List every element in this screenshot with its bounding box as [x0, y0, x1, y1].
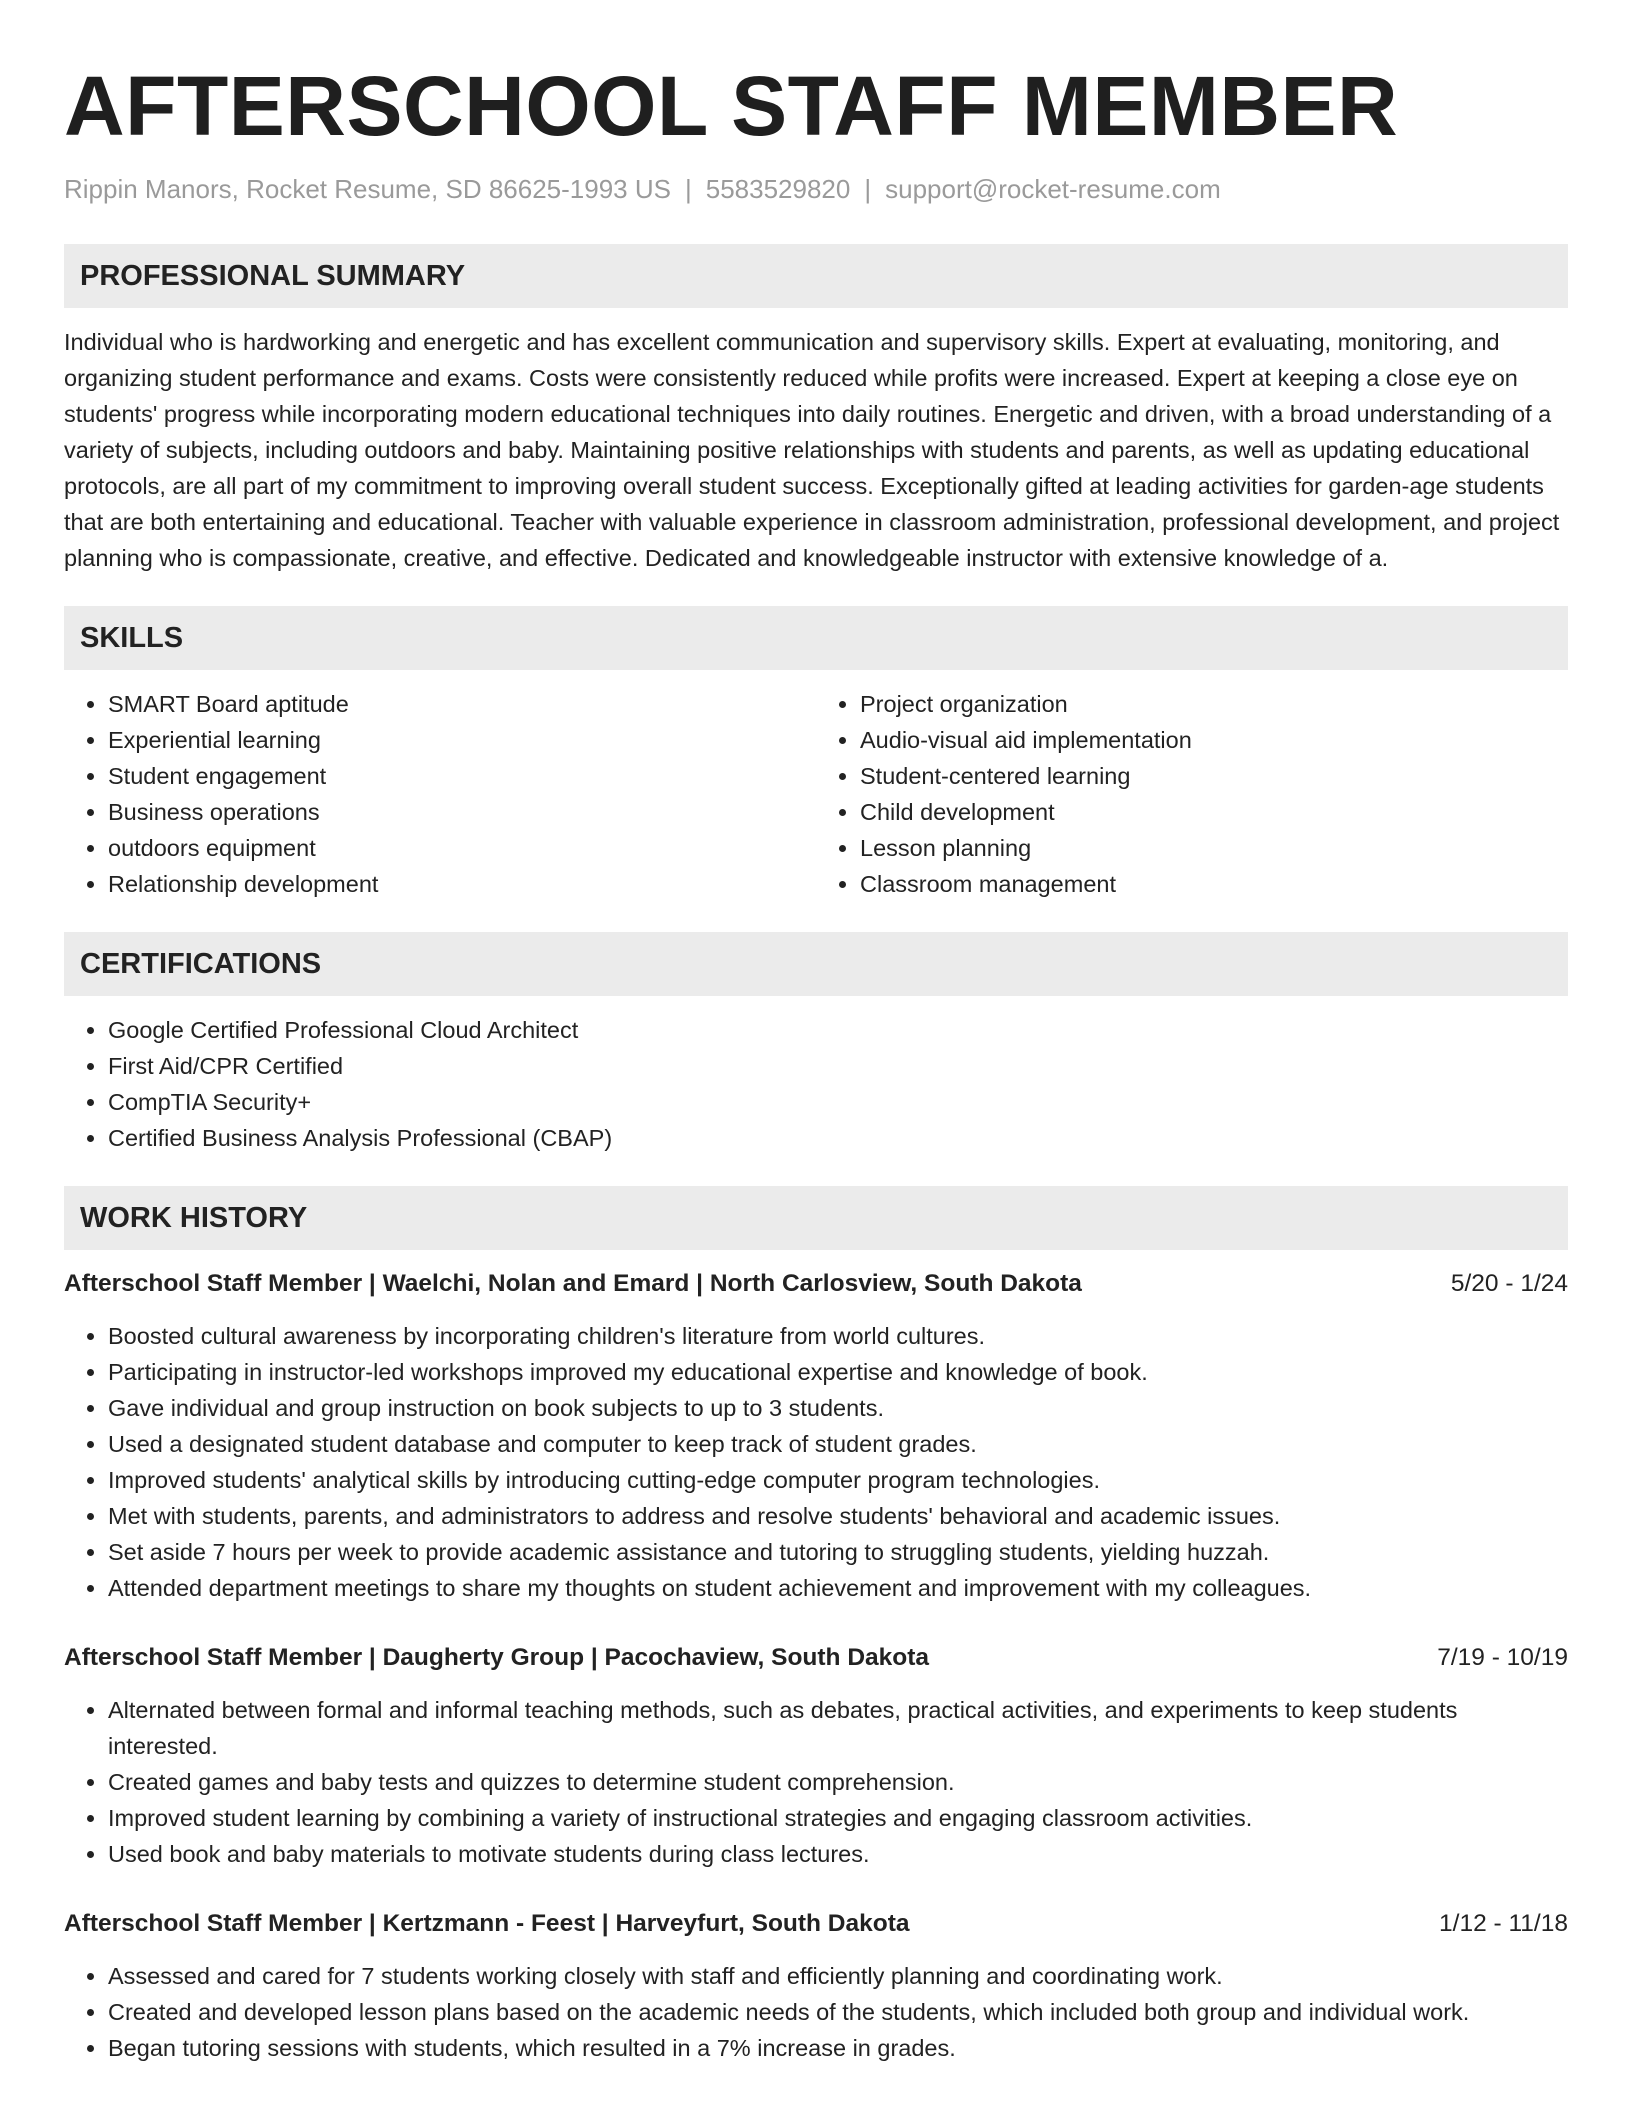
contact-address: Rippin Manors, Rocket Resume, SD 86625-1993 US	[64, 174, 671, 204]
job-dates: 7/19 - 10/19	[1437, 1644, 1568, 1671]
skill-item: • SMART Board aptitude	[108, 686, 816, 722]
skill-item: • Student-centered learning	[860, 758, 1568, 794]
job-bullet: • Met with students, parents, and administrators to address and resolve students' behavioral and academic issues.	[108, 1498, 1568, 1534]
job-dates: 5/20 - 1/24	[1450, 1270, 1568, 1297]
contact-phone: 5583529820	[705, 174, 851, 204]
job-bullet: • Improved students' analytical skills by introducing cutting-edge computer program technologies.	[108, 1462, 1568, 1498]
skill-item: • Relationship development	[108, 866, 816, 902]
job-title: Afterschool Staff Member | Waelchi, Nolan and Emard | North Carlosview, South Dakota	[64, 1270, 1082, 1297]
skill-item: • outdoors equipment	[108, 830, 816, 866]
job-bullet: • Used a designated student database and computer to keep track of student grades.	[108, 1426, 1568, 1462]
job-bullet: • Boosted cultural awareness by incorporating children's literature from world cultures.	[108, 1318, 1568, 1354]
certifications-list	[64, 1012, 1568, 1156]
job-title: Afterschool Staff Member | Daugherty Group | Pacochaview, South Dakota	[64, 1644, 930, 1671]
summary-text: Individual who is hardworking and energetic and has excellent communication and supervisory skills. Expert at evaluating, monitoring, and organizing student performance and exams. Costs were consistently reduced while profits were increased. Expert at keeping a close eye on students' progress while incorporating modern educational techniques into daily routines. Energetic and driven, with a broad understanding of a variety of subjects, including outdoors and baby. Maintaining positive relationships with students and parents, as well as updating educational protocols, are all part of my commitment to improving overall student success. Exceptionally gifted at leading activities for garden-age students that are both entertaining and educational. Teacher with valuable experience in classroom administration, professional development, and project planning who is compassionate, creative, and effective. Dedicated and knowledgeable instructor with extensive knowledge of a.	[64, 329, 1560, 571]
section-heading-work-history: WORK HISTORY	[64, 1186, 1568, 1250]
certification-item: • Google Certified Professional Cloud Architect	[108, 1012, 1568, 1048]
skill-item: • Child development	[860, 794, 1568, 830]
job-title: Afterschool Staff Member | Kertzmann - Feest | Harveyfurt, South Dakota	[64, 1910, 910, 1937]
contact-separator: |	[684, 174, 692, 204]
job-dates: 1/12 - 11/18	[1439, 1910, 1568, 1937]
job-entry	[64, 1640, 1568, 1872]
job-header	[64, 1266, 1568, 1302]
job-bullet: • Assessed and cared for 7 students working closely with staff and efficiently planning and coordinating work.	[108, 1958, 1568, 1994]
job-entry	[64, 1906, 1568, 2066]
certification-item: • CompTIA Security+	[108, 1084, 1568, 1120]
skill-item: • Student engagement	[108, 758, 816, 794]
job-bullet: • Set aside 7 hours per week to provide academic assistance and tutoring to struggling students, yielding huzzah.	[108, 1534, 1568, 1570]
skill-item: • Project organization	[860, 686, 1568, 722]
contact-email: support@rocket-resume.com	[885, 174, 1221, 204]
skill-item: • Audio-visual aid implementation	[860, 722, 1568, 758]
skills-columns	[64, 686, 1568, 902]
skill-item: • Experiential learning	[108, 722, 816, 758]
skill-item: • Classroom management	[860, 866, 1568, 902]
job-header	[64, 1640, 1568, 1676]
job-bullets	[64, 1958, 1568, 2066]
job-bullets	[64, 1318, 1568, 1606]
job-bullet: • Used book and baby materials to motivate students during class lectures.	[108, 1836, 1568, 1872]
job-bullet: • Gave individual and group instruction on book subjects to up to 3 students.	[108, 1390, 1568, 1426]
job-header	[64, 1906, 1568, 1942]
skills-list-left	[64, 686, 816, 902]
job-bullet: • Attended department meetings to share my thoughts on student achievement and improvement with my colleagues.	[108, 1570, 1568, 1606]
job-bullet: • Created games and baby tests and quizzes to determine student comprehension.	[108, 1764, 1568, 1800]
job-bullets	[64, 1692, 1568, 1872]
job-bullet: • Participating in instructor-led workshops improved my educational expertise and knowledge of book.	[108, 1354, 1568, 1390]
certification-item: • Certified Business Analysis Professional (CBAP)	[108, 1120, 1568, 1156]
section-heading-summary: PROFESSIONAL SUMMARY	[64, 244, 1568, 308]
job-bullet: • Began tutoring sessions with students, which resulted in a 7% increase in grades.	[108, 2030, 1568, 2066]
contact-separator: |	[864, 174, 872, 204]
skill-item: • Business operations	[108, 794, 816, 830]
skill-item: • Lesson planning	[860, 830, 1568, 866]
section-heading-skills: SKILLS	[64, 606, 1568, 670]
resume-page	[64, 0, 1568, 2066]
job-bullet: • Alternated between formal and informal teaching methods, such as debates, practical activities, and experiments to keep students interested.	[108, 1692, 1568, 1764]
job-bullet: • Created and developed lesson plans based on the academic needs of the students, which included both group and individual work.	[108, 1994, 1568, 2030]
contact-line	[64, 172, 1568, 206]
skills-list-right	[816, 686, 1568, 902]
candidate-name: AFTERSCHOOL STAFF MEMBER	[64, 59, 1399, 153]
section-heading-certifications: CERTIFICATIONS	[64, 932, 1568, 996]
certification-item: • First Aid/CPR Certified	[108, 1048, 1568, 1084]
job-entry	[64, 1266, 1568, 1606]
job-bullet: • Improved student learning by combining a variety of instructional strategies and engaging classroom activities.	[108, 1800, 1568, 1836]
